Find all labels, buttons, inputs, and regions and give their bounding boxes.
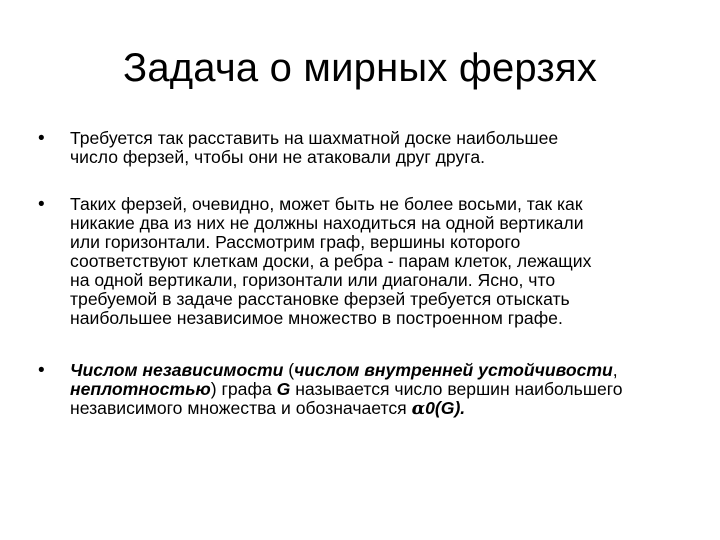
text-fragment: называется число вершин наибольшего независимого множества и обозначается [70,379,623,418]
text-line: требуемой в задаче расстановке ферзей требуется отыскать [70,289,570,309]
bullet-item-3 [70,361,682,418]
text-line: никакие два из них не должны находиться на одной вертикали [70,213,584,233]
alpha-symbol: α [411,398,426,419]
text-line: на одной вертикали, горизонтали или диагонали. Ясно, что [70,270,556,290]
text-line: Таких ферзей, очевидно, может быть не более восьми, так как [70,194,583,214]
bullet-item-1 [70,129,682,167]
bullet-marker: • [38,360,45,381]
term-internal-stability: числом внутренней устойчивости [294,360,613,380]
text-line: или горизонтали. Рассмотрим граф, вершины которого [70,232,521,252]
text-fragment: ( [283,360,295,380]
bullet-marker: • [38,128,45,149]
graph-symbol: G [276,379,291,399]
text-fragment: ) графа [210,379,277,399]
term-independence-number: Числом независимости [70,360,284,380]
term-sparseness: неплотностью [70,379,211,399]
text-line: Требуется так расставить на шахматной доске наибольшее [70,128,559,148]
slide-title: Задача о мирных ферзях [122,46,598,90]
text-fragment: . [460,398,466,418]
bullet-item-2 [70,195,682,328]
text-line: наибольшее независимое множество в построенном графе. [70,308,563,328]
text-fragment: , [612,360,618,380]
text-line: соответствуют клеткам доски, а ребра - парам клеток, лежащих [70,251,592,271]
text-line: число ферзей, чтобы они не атаковали друг друга. [70,147,486,167]
notation: 0(G) [425,398,461,418]
bullet-marker: • [38,194,45,215]
